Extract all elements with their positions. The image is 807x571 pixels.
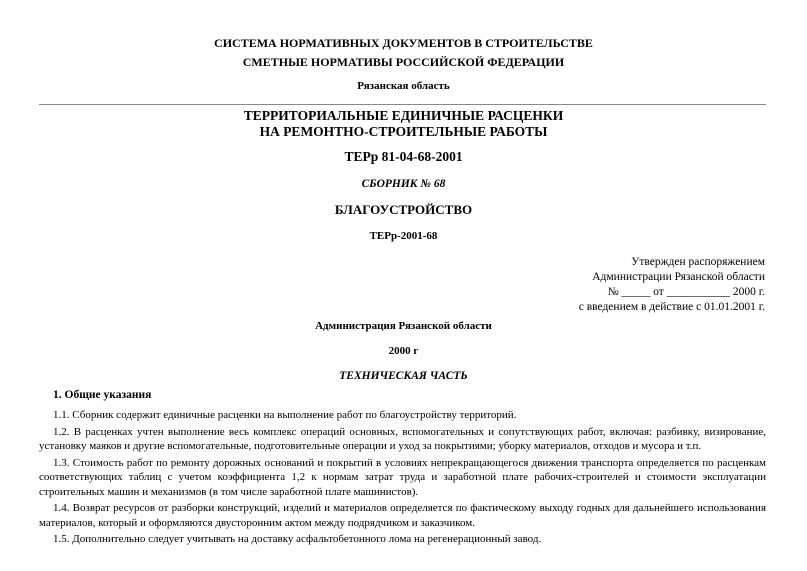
- paragraph: 1.1. Сборник содержит единичные расценки на выполнение работ по благоустройству территорий.: [53, 409, 517, 421]
- region-label: Рязанская область: [357, 80, 450, 92]
- document-subject: БЛАГОУСТРОЙСТВО: [334, 202, 473, 217]
- document-title: [0, 108, 807, 140]
- paragraph: 1.5. Дополнительно следует учитывать на доставку асфальтобетонного лома на регенерационный завод.: [53, 533, 542, 545]
- approval-line: с введением в действие с 01.01.2001 г.: [578, 301, 765, 313]
- approval-line: № _____ от ___________ 2000 г.: [607, 286, 765, 298]
- document-title-line2: НА РЕМОНТНО-СТРОИТЕЛЬНЫЕ РАБОТЫ: [259, 124, 548, 139]
- paragraph: 1.2. В расценках учтен выполнение весь комплекс операций основных, вспомогательных и сопутствующих работ, включая: разбивку, визирование, установку маяков и другие вспомогательные, подготовительные операции и уход за покрытиями; уборку материалов, отходов и мусора и т.п.: [39, 425, 766, 452]
- approval-line: Администрации Рязанской области: [592, 271, 765, 283]
- section-body: [39, 408, 766, 549]
- system-title: СИСТЕМА НОРМАТИВНЫХ ДОКУМЕНТОВ В СТРОИТЕЛЬСТВЕ: [214, 36, 593, 50]
- paragraph: 1.4. Возврат ресурсов от разборки конструкций, изделий и материалов определяется по фактическому выходу годных для дальнейшего использования материалов, который и оформляются двусторонним актом между подрядчиком и заказчиком.: [39, 502, 766, 529]
- document-short-code: ТЕРр-2001-68: [369, 230, 438, 242]
- document-title-line1: ТЕРРИТОРИАЛЬНЫЕ ЕДИНИЧНЫЕ РАСЦЕНКИ: [243, 108, 564, 123]
- publication-year: 2000 г: [388, 345, 419, 357]
- part-title: ТЕХНИЧЕСКАЯ ЧАСТЬ: [339, 370, 468, 382]
- paragraph: 1.3. Стоимость работ по ремонту дорожных оснований и покрытий в условиях непрекращающегося движения транспорта определяется по расценкам соответствующих таблиц с учетом коэффициента 1,2 к нормам затрат труда и заработной плате рабочих-строителей и стоимости эксплуатации строительных машин и механизмов (в том числе заработной плате машинистов).: [39, 456, 766, 498]
- collection-number: СБОРНИК № 68: [361, 178, 446, 190]
- publisher: Администрация Рязанской области: [315, 320, 492, 332]
- approval-block: [579, 255, 765, 315]
- approval-line: Утвержден распоряжением: [631, 256, 765, 268]
- standards-title: СМЕТНЫЕ НОРМАТИВЫ РОССИЙСКОЙ ФЕДЕРАЦИИ: [242, 55, 565, 69]
- document-code: ТЕРр 81-04-68-2001: [344, 149, 463, 164]
- section-title: 1. Общие указания: [53, 389, 152, 401]
- header-divider: [39, 104, 766, 105]
